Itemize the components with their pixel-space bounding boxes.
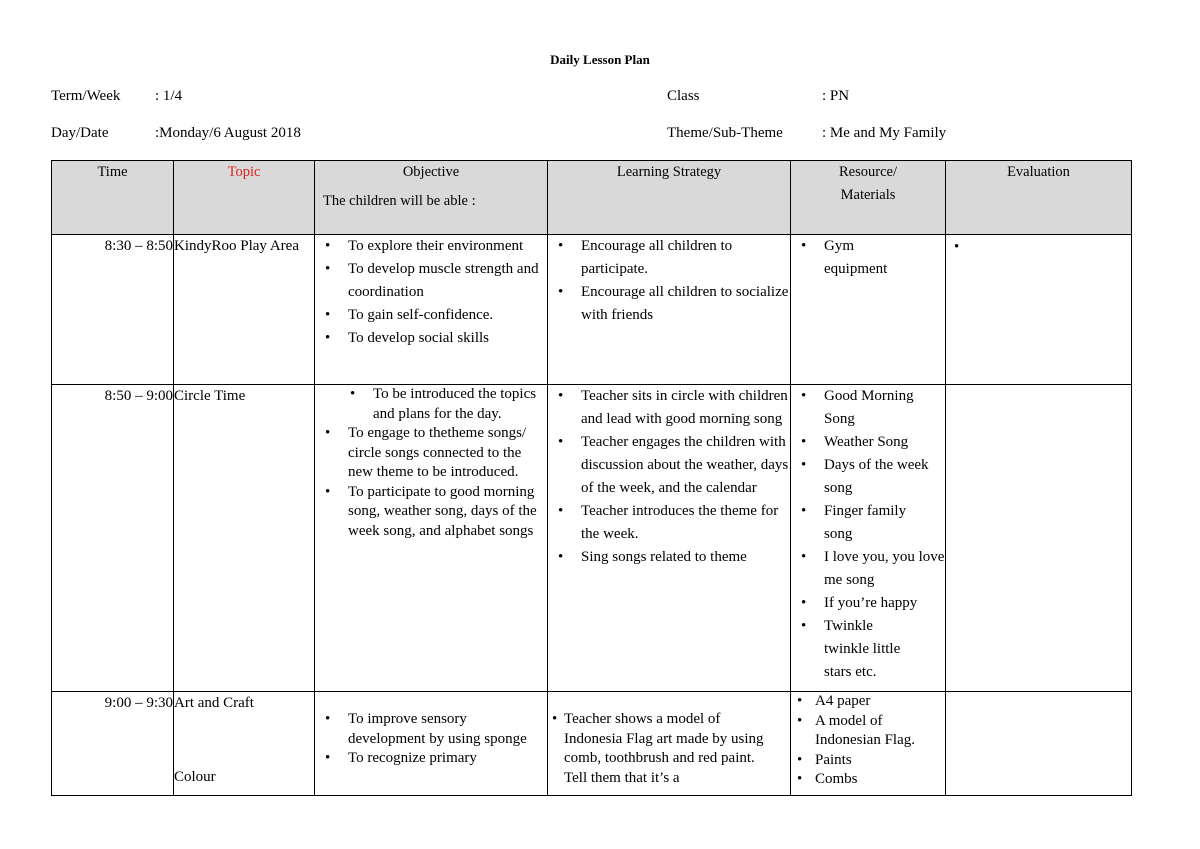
row-strategies [548, 692, 791, 796]
row-objectives [315, 692, 548, 796]
table-header-row [52, 161, 1132, 235]
term-label: Term/Week [51, 88, 121, 104]
row-evaluation [946, 235, 1132, 385]
table-row [52, 692, 1132, 796]
list-item: • To recognize primary [315, 749, 529, 769]
col-topic-header [174, 161, 315, 235]
row-objectives [315, 385, 548, 692]
list-item: • A model of Indonesian Flag. [791, 712, 939, 751]
list-item: • To develop social skills [315, 327, 547, 350]
row-topic: KindyRoo Play Area [174, 235, 315, 385]
list-item: • Teacher shows a model of Indonesia Flag art made by using comb, toothbrush and red paint. Tell them that it’s a [548, 710, 790, 788]
row-topic-label: Art and Craft [174, 695, 254, 711]
list-item: • A4 paper [791, 692, 939, 712]
theme-value: : Me and My Family [822, 125, 947, 141]
list-item: • Good Morning Song [791, 385, 945, 431]
list-item: • To be introduced the topics and plans for the day. [315, 385, 541, 424]
row-time: 9:00 – 9:30 [52, 692, 174, 796]
list-item: • I love you, you love me song [791, 546, 945, 592]
col-objective-label: Objective [402, 164, 460, 180]
list-item: • Teacher engages the children with discussion about the weather, days of the week, and the calendar [548, 431, 790, 500]
list-item: • Twinkle twinkle little stars etc. [791, 615, 945, 684]
lesson-plan-table [51, 160, 1132, 796]
list-item: • Days of the week song [791, 454, 945, 500]
col-objective-sublabel: The children will be able : [323, 193, 476, 209]
col-topic-label: Topic [227, 164, 261, 180]
row-strategies [548, 235, 791, 385]
term-value: : 1/4 [155, 88, 183, 104]
col-time-header: Time [52, 161, 174, 235]
row-evaluation [946, 692, 1132, 796]
list-item: • To develop muscle strength and coordination [315, 258, 547, 304]
list-item: • To improve sensory development by using sponge [315, 710, 529, 749]
row-time: 8:50 – 9:00 [52, 385, 174, 692]
list-item: • If you’re happy [791, 592, 945, 615]
list-item: • To participate to good morning song, weather song, days of the week song, and alphabet songs [315, 483, 541, 542]
table-row [52, 385, 1132, 692]
list-item: • Paints [791, 751, 939, 771]
list-item: • To gain self-confidence. [315, 304, 547, 327]
page-title: Daily Lesson Plan [550, 52, 650, 67]
class-label: Class [667, 88, 700, 104]
col-strategy-header: Learning Strategy [548, 161, 791, 235]
list-item: • To engage to thetheme songs/ circle songs connected to the new theme to be introduced. [315, 424, 541, 483]
row-topic [174, 692, 315, 796]
theme-label: Theme/Sub-Theme [667, 125, 783, 141]
bullet-icon: • [954, 239, 960, 255]
list-item: • Encourage all children to socialize with friends [548, 281, 790, 327]
row-materials [791, 385, 946, 692]
row-strategies [548, 385, 791, 692]
list-item: • To explore their environment [315, 235, 547, 258]
row-materials [791, 692, 946, 796]
list-item: • Finger family song [791, 500, 945, 546]
list-item: • Gym equipment [791, 235, 945, 281]
row-topic-sub: Colour [174, 769, 216, 785]
list-item: • Teacher introduces the theme for the week. [548, 500, 790, 546]
list-item: • Teacher sits in circle with children and lead with good morning song [548, 385, 790, 431]
row-materials [791, 235, 946, 385]
day-value: :Monday/6 August 2018 [155, 125, 301, 141]
day-label: Day/Date [51, 125, 109, 141]
list-item: • Weather Song [791, 431, 945, 454]
row-time: 8:30 – 8:50 [52, 235, 174, 385]
table-row [52, 235, 1132, 385]
col-objective-header [315, 161, 548, 235]
class-value: : PN [822, 88, 850, 104]
list-item: • Sing songs related to theme [548, 546, 790, 569]
row-topic: Circle Time [174, 385, 315, 692]
col-resource-header: Resource/ Materials [791, 161, 946, 235]
list-item: • Encourage all children to participate. [548, 235, 790, 281]
row-objectives [315, 235, 548, 385]
col-evaluation-header: Evaluation [946, 161, 1132, 235]
list-item: • Combs [791, 770, 939, 790]
row-evaluation [946, 385, 1132, 692]
